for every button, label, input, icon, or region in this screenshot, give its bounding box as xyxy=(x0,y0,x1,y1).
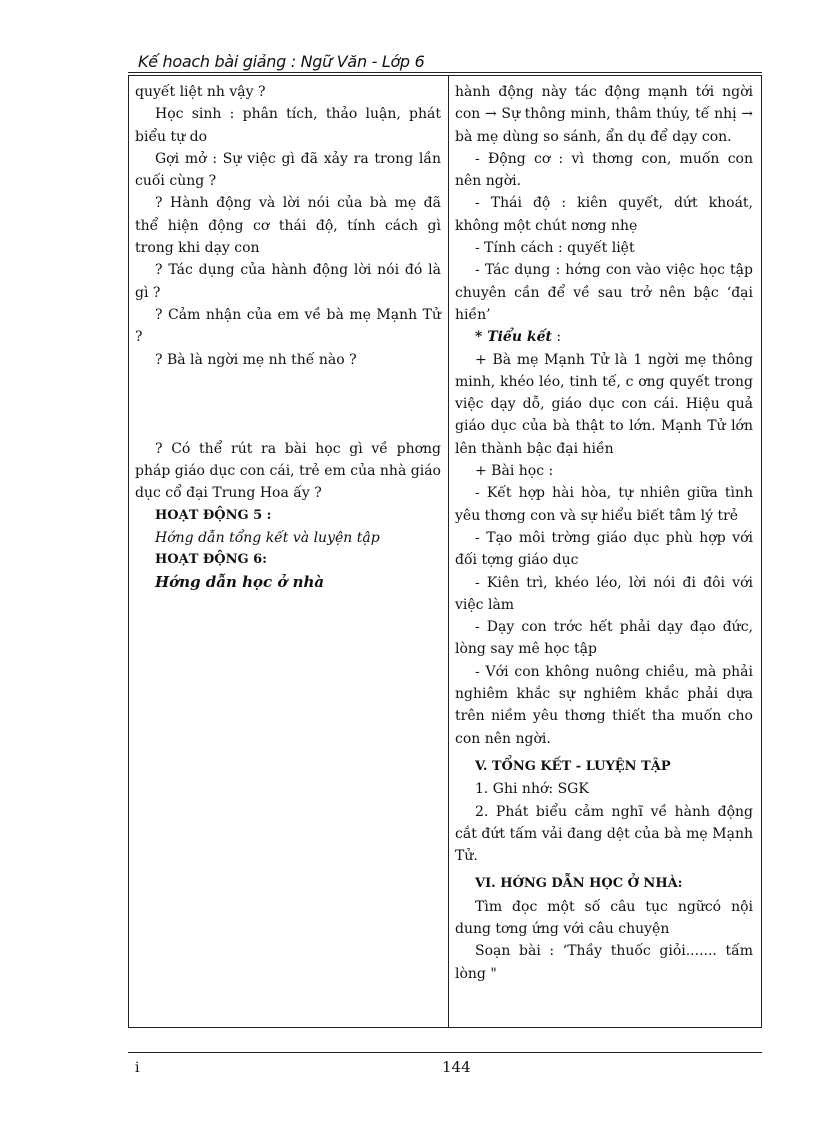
section-6-item: Tìm đọc một số câu tục ngữcó nội dung tơng ứng với câu chuyện xyxy=(455,898,753,937)
activity-6-heading: HOẠT ĐỘNG 6: xyxy=(155,551,267,567)
activity-5-heading: HOẠT ĐỘNG 5 : xyxy=(155,507,272,523)
page-header-title: Kế hoach bài giảng : Ngữ Văn - Lớp 6 xyxy=(138,52,425,71)
lesson-item: - Với con không nuông chiều, mà phải nghiêm khắc sự nghiêm khắc phải dựa trên niềm yêu thơng thiết tha muốn cho con nên ngời. xyxy=(455,663,753,747)
lesson-heading: + Bài học : xyxy=(475,463,554,480)
teacher-activity-column xyxy=(135,81,441,593)
section-5-title: V. TỔNG KẾT - LUYỆN TẬP xyxy=(475,758,671,774)
section-6-item: Soạn bài : ‘Thầy thuốc giỏi....... tấm lòng " xyxy=(455,943,753,982)
content-paragraph: hành động này tác động mạnh tới ngời con → Sự thông minh, thâm thúy, tế nhị → bà mẹ dùng so sánh, ẩn dụ để dạy con. xyxy=(455,84,753,145)
bullet-item: - Thái độ : kiên quyết, dứt khoát, không một chút nơng nhẹ xyxy=(455,195,753,234)
header-rule xyxy=(128,72,762,73)
bullet-item: - Tính cách : quyết liệt xyxy=(475,240,635,257)
lesson-item: - Kiên trì, khéo léo, lời nói đi đôi với việc làm xyxy=(455,574,753,613)
question-text: ? Có thể rút ra bài học gì về phơng pháp giáo dục con cái, trẻ em của nhà giáo dục cổ đại Trung Hoa ấy ? xyxy=(135,440,441,502)
section-6-title: VI. HỚNG DẪN HỌC Ở NHÀ: xyxy=(475,876,683,892)
page-number: 144 xyxy=(442,1058,471,1076)
activity-5-subtitle: Hớng dẫn tổng kết và luyện tập xyxy=(155,529,380,546)
question-text: ? Tác dụng của hành động lời nói đó là gì ? xyxy=(135,262,441,301)
prompt-text: Gợi mở : Sự việc gì đã xảy ra trong lần cuối cùng ? xyxy=(135,150,441,190)
summary-colon: : xyxy=(551,329,562,346)
section-5-item: 1. Ghi nhớ: SGK xyxy=(475,781,589,798)
summary-heading xyxy=(455,326,753,348)
column-divider xyxy=(448,76,449,1027)
lesson-item: - Dạy con trớc hết phải dạy đạo đức, lòng say mê học tập xyxy=(455,619,753,658)
lesson-item: - Kết hợp hài hòa, tự nhiên giữa tình yêu thơng con và sự hiểu biết tâm lý trẻ xyxy=(455,485,753,524)
question-text: ? Bà là ngời mẹ nh thế nào ? xyxy=(155,351,357,368)
bullet-item: - Tác dụng : hớng con vào việc học tập chuyên cần để về sau trở nên bậc ‘đại hiền’ xyxy=(455,262,753,323)
content-column xyxy=(455,81,753,985)
student-activity: Học sinh : phân tích, thảo luận, phát biểu tự do xyxy=(135,106,441,145)
footer-marker: i xyxy=(135,1060,140,1076)
lesson-table xyxy=(128,75,762,1028)
section-5-item: 2. Phát biểu cảm nghĩ về hành động cắt đứt tấm vải đang dệt của bà mẹ Mạnh Tử. xyxy=(455,803,753,865)
lesson-item: - Tạo môi trờng giáo dục phù hợp với đối tợng giáo dục xyxy=(455,529,753,569)
question-text: ? Hành động và lời nói của bà mẹ đã thể hiện động cơ thái độ, tính cách gì trong khi dạy con xyxy=(135,195,441,257)
footer-rule xyxy=(128,1052,762,1053)
summary-text: + Bà mẹ Mạnh Tử là 1 ngời mẹ thông minh, khéo léo, tinh tế, c ơng quyết trong việc dạy dỗ, giáo dục con cái. Hiệu quả giáo dục của bà thật to lớn. Mạnh Tử lớn lên thành bậc đại hiền xyxy=(455,351,753,457)
activity-6-subtitle: Hớng dẫn học ở nhà xyxy=(155,572,325,591)
summary-label: * Tiểu kết xyxy=(475,329,552,346)
bullet-item: - Động cơ : vì thơng con, muốn con nên ngời. xyxy=(455,150,753,190)
question-text: quyết liệt nh vậy ? xyxy=(135,84,266,100)
question-text: ? Cảm nhận của em về bà mẹ Mạnh Tử ? xyxy=(135,306,441,346)
